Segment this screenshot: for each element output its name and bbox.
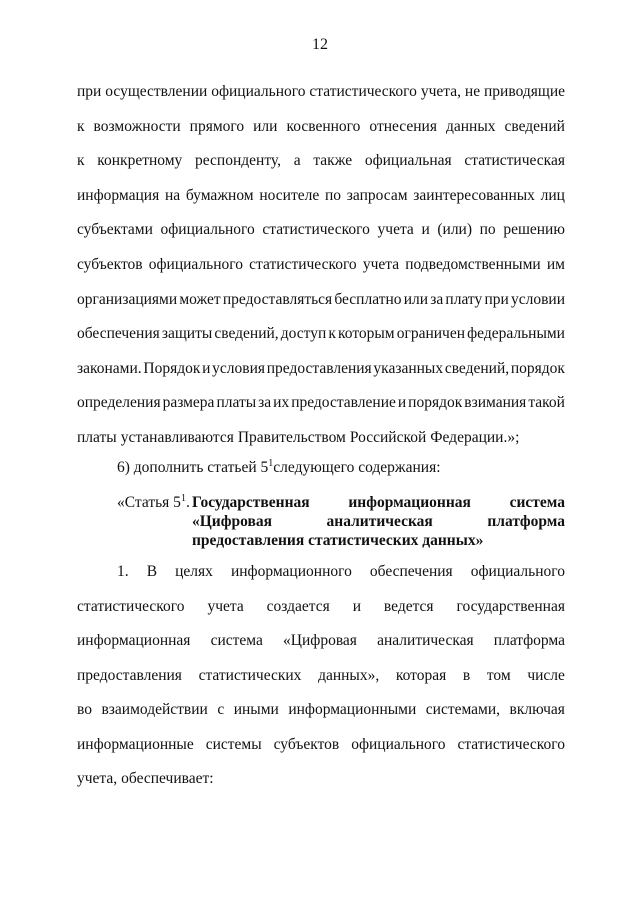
word: законами. (77, 360, 142, 377)
word: статистического (262, 221, 370, 238)
word: а (293, 152, 301, 169)
word: к (77, 118, 85, 135)
word: «Цифровая (283, 632, 357, 649)
word: числе (527, 667, 565, 684)
word: аналитическая (377, 632, 474, 649)
word: определения (77, 394, 161, 411)
word: предоставляться (222, 291, 333, 308)
word: иными (233, 701, 279, 718)
word: сведений, (444, 360, 510, 377)
item-6-line (117, 458, 565, 478)
word: респонденту, (195, 152, 281, 169)
word: обеспечения (369, 563, 453, 580)
word: плату (445, 291, 483, 308)
word: которым (338, 325, 395, 342)
word: взимания (464, 394, 527, 411)
text-line (77, 769, 565, 789)
text-line (77, 597, 565, 617)
text-line (77, 324, 565, 344)
word: за (258, 394, 272, 411)
word: (или) (437, 221, 473, 238)
word: сведений (504, 118, 565, 135)
text-line (77, 117, 565, 137)
word: федеральными (467, 325, 565, 342)
word: Государственная (192, 494, 310, 511)
word: приводящие (484, 83, 565, 100)
word: учета, (77, 770, 118, 787)
word: системы (205, 736, 262, 753)
word: порядок (510, 360, 565, 377)
word: с (217, 701, 225, 718)
word: или (403, 291, 429, 308)
word: официального (211, 83, 306, 100)
word: информационными (288, 701, 417, 718)
word: которая (395, 667, 447, 684)
word: данных», (318, 667, 380, 684)
word: субъектов (273, 736, 340, 753)
word: осуществлении (105, 83, 208, 100)
word: носителе (259, 187, 320, 204)
word: порядок (408, 394, 463, 411)
word: Правительством (237, 429, 346, 446)
word: субъектами (77, 221, 153, 238)
word: им (546, 256, 565, 273)
word: статистического (309, 83, 417, 100)
word: по (479, 221, 496, 238)
word: или (253, 118, 278, 135)
word: учета (377, 221, 414, 238)
word: может (179, 291, 221, 308)
text-line (77, 700, 565, 720)
word: возможности (93, 118, 181, 135)
word: статистического (77, 598, 185, 615)
article-title-line: предоставления статистических данных» (192, 532, 484, 549)
word: прямого (189, 118, 245, 135)
text-line (77, 393, 565, 413)
word: решению (503, 221, 565, 238)
word: косвенного (286, 118, 361, 135)
word: запросам (346, 187, 408, 204)
text-line (77, 359, 565, 379)
word: официального (160, 221, 255, 238)
word: защиты (161, 325, 213, 342)
word: при (484, 291, 509, 308)
word: на (164, 187, 181, 204)
word: система (509, 494, 565, 511)
word: ограничен (396, 325, 466, 342)
word: включая (509, 701, 565, 718)
word: подведомственными (405, 256, 541, 273)
word: статистическая (464, 152, 565, 169)
word: такой (528, 394, 565, 411)
word: том (486, 667, 511, 684)
word: обеспечивает: (121, 770, 214, 787)
word: государственная (456, 598, 565, 615)
word: к (328, 325, 336, 342)
word: данных (445, 118, 496, 135)
text-line (77, 82, 565, 102)
word: и (202, 360, 211, 377)
word: их (273, 394, 290, 411)
word: в (462, 667, 471, 684)
word: статистических (198, 667, 302, 684)
word: целях (175, 563, 213, 580)
word: платформа (493, 632, 565, 649)
word: доступ (280, 325, 327, 342)
word: по (324, 187, 342, 204)
word: предоставление (291, 394, 396, 411)
word: предоставления (266, 360, 372, 377)
word: «Цифровая (192, 513, 272, 530)
word: создается (266, 598, 330, 615)
text-line (77, 220, 565, 240)
word: ведется (383, 598, 434, 615)
word: системами, (425, 701, 501, 718)
page-number: 12 (312, 36, 328, 53)
word: условия (212, 360, 266, 377)
word: Федерации.»; (430, 429, 520, 446)
word: Порядок (143, 360, 201, 377)
word: информация (77, 187, 160, 204)
word: официального (148, 256, 244, 273)
text-line (77, 428, 565, 448)
word: официальная (364, 152, 452, 169)
word: сведений, (214, 325, 279, 342)
word: информационная (77, 632, 191, 649)
word: В (146, 563, 158, 580)
word: и (397, 394, 407, 411)
word: также (313, 152, 353, 169)
word: официального (470, 563, 565, 580)
word: система (210, 632, 263, 649)
word: условии (510, 291, 565, 308)
word: указанных (373, 360, 444, 377)
word: информационная (348, 494, 471, 511)
word: статистического (457, 736, 565, 753)
text-line (77, 666, 565, 686)
text-line (77, 186, 565, 206)
word: Российской (349, 429, 427, 446)
word: к (77, 152, 85, 169)
word: заинтересованных (413, 187, 535, 204)
word: лиц (540, 187, 565, 204)
word: за (430, 291, 444, 308)
word: не (464, 83, 481, 100)
article-title-line (192, 513, 565, 531)
word: субъектов (77, 256, 143, 273)
word: бесплатно (334, 291, 402, 308)
word: и (352, 598, 361, 615)
article-prefix: «Статья $5^1$. (117, 493, 190, 511)
word: устанавливаются (120, 429, 234, 446)
word: конкретному (97, 152, 183, 169)
text-line (77, 631, 565, 651)
word: и (421, 221, 430, 238)
text-line (77, 290, 565, 310)
text-line (77, 735, 565, 755)
word: размера (162, 394, 215, 411)
word: во (77, 701, 92, 718)
word: статистического (249, 256, 357, 273)
word: платы (216, 394, 257, 411)
word: 1. (117, 563, 129, 580)
word: бумажном (185, 187, 254, 204)
item-6-text: 6) дополнить статьей $5^1следующего$ содержания: (117, 458, 441, 476)
word: учета (207, 598, 244, 615)
word: отнесения (369, 118, 437, 135)
word: аналитическая (326, 513, 433, 530)
word: платформа (487, 513, 565, 530)
word: организациями (77, 291, 178, 308)
text-line (117, 562, 565, 582)
word: информационные (77, 736, 194, 753)
text-line (77, 151, 565, 171)
word: информационного (230, 563, 352, 580)
word: официального (351, 736, 446, 753)
word: обеспечения (77, 325, 160, 342)
word: учета, (420, 83, 461, 100)
word: предоставления (77, 667, 182, 684)
word: при (77, 83, 102, 100)
article-title-line (192, 494, 565, 512)
word: взаимодействии (101, 701, 208, 718)
word: платы (77, 429, 117, 446)
word: учета (362, 256, 400, 273)
text-line (77, 255, 565, 275)
